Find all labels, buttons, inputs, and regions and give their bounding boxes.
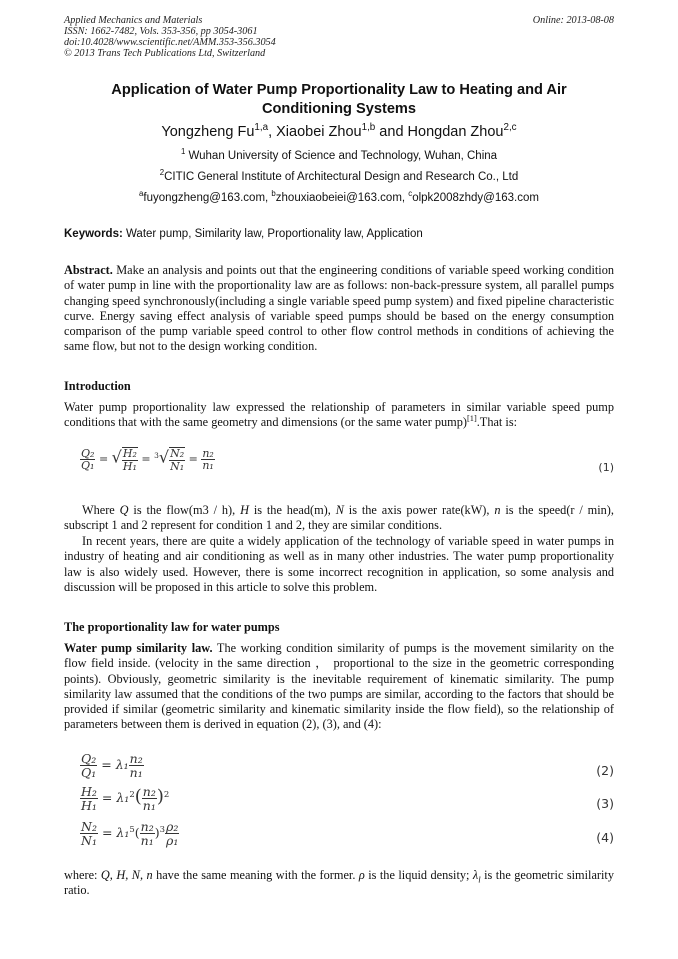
equation-1-number: (1): [598, 461, 614, 474]
eq3-frac-h: [80, 785, 98, 812]
author-1: Yongzheng Fu: [161, 124, 255, 140]
where-text-4: is the speed(r / min), subscript 1 and 2 represent for condition 1 and 2, they are similar conditions.: [64, 503, 614, 533]
eq3-n2: n₂: [142, 784, 156, 799]
equation-1: [80, 447, 215, 472]
eq4-frac-rho: [165, 820, 179, 847]
eq1-N1: N₁: [170, 459, 185, 473]
equation-2: [80, 752, 144, 779]
eq4-lparen: (: [134, 825, 140, 841]
author-1-sup: 1,a: [254, 122, 269, 134]
eq1-cube-index: 3: [154, 450, 159, 460]
abstract: [64, 263, 614, 355]
author-3: Hongdan Zhou: [407, 124, 504, 140]
introduction-heading: Introduction: [64, 379, 131, 393]
intro-paragraph-1: [64, 400, 614, 431]
where2-vars: Q, H, N, n: [100, 868, 153, 882]
affiliation-2: [40, 170, 638, 185]
similarity-law-paragraph: [64, 641, 614, 733]
author-2-sup: 1,b: [361, 122, 376, 134]
affiliation-1-text: Wuhan University of Science and Technology, Wuhan, China: [185, 150, 498, 162]
eq2-lambda: λ₁: [115, 757, 129, 773]
email-a: fuyongzheng@163.com,: [143, 192, 272, 204]
intro-p1-text: Water pump proportionality law expressed the relationship of parameters in similar variable speed pump conditions that with the same geometry and dimensions (or the same water pump): [64, 400, 614, 430]
keywords-text: Water pump, Similarity law, Proportionality law, Application: [122, 228, 423, 240]
intro-p1-ref: [1]: [466, 414, 477, 424]
equation-2-number: (2): [596, 763, 614, 778]
eq1-cbrt-sign: √: [158, 447, 170, 467]
eq2-q2: Q₂: [81, 751, 97, 766]
eq1-h2: H₂: [122, 447, 137, 460]
eq4-rparen: ): [154, 825, 160, 841]
eq4-eq: =: [101, 825, 113, 841]
where2-text-0: where:: [64, 868, 101, 882]
author-3-sup: 2,c: [503, 122, 517, 134]
where-text-1: is the flow(m3 / h),: [128, 503, 241, 517]
eq4-n1: n₁: [140, 833, 154, 849]
eq3-lambda-exp: 2: [129, 789, 135, 800]
where2-text-3: is the geometric similarity ratio.: [64, 868, 614, 898]
copyright: © 2013 Trans Tech Publications Ltd, Switzerland: [64, 48, 266, 59]
eq2-n1: n₁: [129, 765, 143, 781]
eq4-frac-n: [140, 820, 155, 847]
equation-3: [80, 785, 169, 812]
intro-paragraph-2: In recent years, there are quite a widely application of the technology of variable speed in water pumps in industry of heating and air conditioning as well as in many other industries. The water pump proportionality law is also widely used. However, there is some incorrect recognition in application, so some analysis and discussion will be proposed in this article to solve this problem.: [64, 534, 614, 594]
where2-text-1: have the same meaning with the former.: [152, 868, 359, 882]
eq1-sqrt-sign: √: [111, 447, 122, 467]
where-text-0: Where: [82, 503, 120, 517]
keywords: [64, 227, 624, 242]
eq1-n2: n₂: [202, 446, 214, 460]
where2-lambda: λ: [472, 868, 479, 882]
eq3-lambda: λ₁: [116, 790, 130, 806]
author-2: Xiaobei Zhou: [276, 124, 362, 140]
journal-issn: ISSN: 1662-7482, Vols. 353-356, pp 3054-3061: [64, 26, 258, 37]
eq2-eq: =: [101, 757, 112, 773]
author-emails: [40, 191, 638, 206]
eq4-lambda: λ₁: [116, 825, 130, 841]
eq3-lparen: (: [134, 786, 142, 808]
author-sep-1: ,: [268, 124, 277, 140]
online-date: Online: 2013-08-08: [532, 15, 614, 26]
affiliation-1: [40, 149, 638, 164]
eq1-h1: H₁: [122, 459, 137, 473]
variable-definitions: [64, 503, 614, 534]
eq1-n1: n₁: [202, 459, 214, 473]
affiliation-2-text: CITIC General Institute of Architectural Design and Research Co., Ltd: [164, 171, 519, 183]
email-a-sup: a: [139, 189, 144, 199]
equation-4-number: (4): [596, 830, 614, 845]
journal-name: Applied Mechanics and Materials: [64, 15, 203, 26]
eq1-frac-h: [122, 447, 138, 472]
eq3-eq: =: [101, 790, 113, 806]
eq1-frac-q: [80, 448, 95, 472]
eq4-lambda-exp: 5: [129, 824, 135, 835]
eq2-n2: n₂: [129, 751, 143, 766]
affiliation-2-sup: 2: [159, 168, 165, 178]
where2-text-2: is the liquid density;: [364, 868, 473, 882]
where2-lambda-sub: l: [478, 874, 481, 885]
eq3-h1: H₁: [81, 798, 97, 814]
eq1-frac-n: [169, 447, 185, 472]
affiliation-1-sup: 1: [180, 147, 186, 157]
author-sep-2: and: [375, 124, 408, 140]
author-list: [40, 123, 638, 141]
email-c: olpk2008zhdy@163.com: [412, 192, 539, 204]
eq1-N2: N₂: [170, 447, 185, 460]
where-text-2: is the head(m),: [248, 503, 336, 517]
where-var-n: n: [494, 503, 501, 517]
email-b: zhouxiaobeiei@163.com,: [275, 192, 409, 204]
similarity-law-label: Water pump similarity law.: [64, 641, 213, 655]
eq4-paren-exp: 3: [159, 824, 166, 835]
eq2-frac-n: [129, 752, 144, 779]
doi: doi:10.4028/www.scientific.net/AMM.353-356.3054: [64, 37, 276, 48]
eq1-q2: Q₂: [81, 446, 95, 460]
where-var-h: H: [240, 503, 249, 517]
paper-title-line2: Conditioning Systems: [261, 101, 417, 117]
email-c-sup: c: [408, 189, 413, 199]
eq2-q1: Q₁: [81, 765, 97, 781]
eq4-rho2: ρ₂: [166, 819, 179, 834]
variable-definitions-2: [64, 868, 614, 899]
eq4-rho1: ρ₁: [166, 833, 179, 849]
keywords-label: Keywords:: [64, 228, 123, 240]
eq1-eq-3: =: [188, 452, 198, 466]
paper-title-line1: Application of Water Pump Proportionality Law to Heating and Air: [111, 82, 567, 98]
eq1-eq-2: =: [141, 452, 151, 466]
eq1-q1: Q₁: [81, 459, 95, 473]
email-b-sup: b: [271, 189, 276, 199]
abstract-text: Make an analysis and points out that the engineering conditions of variable speed working condition of water pump in line with the proportionality law are as follows: non-back-pressure system, all parallel pumps changing speed synchronously(including a single variable speed pump system) and fixed pipeline characteristic curve. Energy saving effect analysis of variable speed pumps should be based on the energy consumption comparison of the pump variable speed control to other flow control methods in conditions of achieving the same flow, but not to the design working condition.: [64, 263, 614, 354]
eq1-eq-1: =: [98, 452, 109, 466]
section-2-heading: The proportionality law for water pumps: [64, 620, 280, 634]
eq4-N1: N₁: [81, 833, 97, 849]
equation-4: [80, 820, 179, 847]
abstract-label: Abstract.: [64, 263, 113, 277]
eq3-h2: H₂: [81, 784, 97, 799]
eq3-frac-n: [142, 785, 157, 812]
equation-3-number: (3): [596, 796, 614, 811]
eq4-frac-N: [80, 820, 98, 847]
eq4-N2: N₂: [81, 819, 97, 834]
where-var-q: Q: [119, 503, 129, 517]
intro-p1-end: .That is:: [476, 415, 518, 430]
eq3-rparen: ): [156, 786, 164, 808]
eq2-frac-q: [80, 752, 97, 779]
eq3-n1: n₁: [142, 798, 156, 814]
where2-rho: ρ: [358, 868, 365, 882]
similarity-law-text: The working condition similarity of pumps is the movement similarity on the flow field inside. (velocity in the same direction ， proportional to the size in the geometric corresponding points). Obviously, geometric similarity is the inevitable requirement of kinematic similarity. The pump similarity law assumed that the conditions of the two pumps are similar, according to the factors that should be provided if similar (geometric similarity and kinematic similarity inside the flow field), so the relationship of parameters between them is derived in equation (2), (3), and (4):: [64, 641, 614, 732]
eq1-frac-speed: [201, 448, 215, 472]
where-text-3: is the axis power rate(kW),: [343, 503, 495, 517]
eq3-paren-exp: 2: [163, 789, 170, 800]
eq4-n2: n₂: [140, 819, 154, 834]
where-var-N: N: [335, 503, 344, 517]
